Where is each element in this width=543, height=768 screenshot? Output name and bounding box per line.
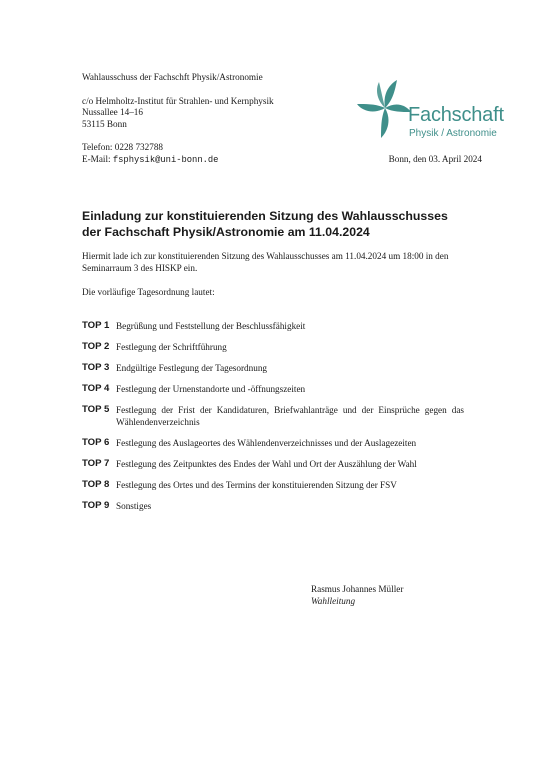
agenda-item-number: TOP 3: [82, 362, 110, 373]
agenda-item: [82, 437, 464, 449]
agenda-item-text: Sonstiges: [116, 501, 152, 511]
agenda-item-text: Festlegung des Auslageortes des Wählendenverzeichnisses und der Auslagezeiten: [116, 438, 417, 448]
agenda-item-text: Begrüßung und Feststellung der Beschlussfähigkeit: [116, 321, 306, 331]
pinwheel-logo-icon: [355, 78, 411, 142]
fachschaft-logo: [355, 74, 505, 144]
agenda-item-number: TOP 5: [82, 404, 110, 415]
title-line-1: Einladung zur konstituierenden Sitzung des Wahlausschusses: [82, 209, 448, 223]
agenda-item: [82, 458, 464, 470]
agenda-item: [82, 383, 464, 395]
agenda-item: [82, 362, 464, 374]
agenda-item-number: TOP 4: [82, 383, 110, 394]
sender-city: 53115 Bonn: [82, 118, 127, 129]
email-address: fsphysik@uni-bonn.de: [112, 154, 219, 165]
agenda-item-text: Endgültige Festlegung der Tagesordnung: [116, 363, 268, 373]
agenda-item-text: Festlegung der Urnenstandorte und -öffnungszeiten: [116, 384, 306, 394]
letter-date: Bonn, den 03. April 2024: [388, 154, 482, 164]
agenda-item-number: TOP 9: [82, 500, 110, 511]
agenda-item: [82, 404, 464, 428]
email-label: E-Mail:: [82, 153, 113, 164]
signatory-name: Rasmus Johannes Müller: [311, 584, 404, 594]
logo-subtitle: Physik / Astronomie: [409, 128, 497, 139]
sender-institute: c/o Helmholtz-Institut für Strahlen- und Kernphysik: [82, 95, 274, 106]
agenda-item: [82, 500, 464, 512]
agenda-item-text: Festlegung des Zeitpunktes des Endes der Wahl und Ort der Auszählung der Wahl: [116, 459, 417, 469]
agenda-item-number: TOP 6: [82, 437, 110, 448]
agenda-item-number: TOP 7: [82, 458, 110, 469]
agenda-item-text: Festlegung der Frist der Kandidaturen, Briefwahlanträge und der Einsprüche gegen das Wählendenverzeichnis: [116, 405, 464, 427]
sender-address: [82, 72, 274, 166]
agenda-list: [82, 320, 464, 521]
sender-email-line: [82, 154, 274, 167]
agenda-item: [82, 341, 464, 353]
agenda-item-text: Festlegung des Ortes und des Termins der konstituierenden Sitzung der FSV: [116, 480, 397, 490]
agenda-intro: Die vorläufige Tagesordnung lautet:: [82, 287, 215, 297]
signatory-role: Wahlleitung: [311, 596, 356, 606]
agenda-item-number: TOP 1: [82, 320, 110, 331]
sender-street: Nussallee 14–16: [82, 107, 143, 117]
sender-phone: Telefon: 0228 732788: [82, 142, 164, 152]
agenda-item-text: Festlegung der Schriftführung: [116, 342, 227, 352]
logo-wordmark: Fachschaft: [408, 104, 504, 126]
sender-organization: Wahlausschuss der Fachschft Physik/Astronomie: [82, 72, 263, 82]
intro-paragraph: Hiermit lade ich zur konstituierenden Sitzung des Wahlausschusses am 11.04.2024 um 18:00 in den Seminarraum 3 des HISKP ein.: [82, 251, 449, 273]
agenda-item-number: TOP 8: [82, 479, 110, 490]
agenda-item: [82, 320, 464, 332]
letter-title: [82, 208, 448, 240]
agenda-item-number: TOP 2: [82, 341, 110, 352]
agenda-item: [82, 479, 464, 491]
title-line-2: der Fachschaft Physik/Astronomie am 11.04.2024: [82, 225, 370, 239]
signature-block: [311, 583, 403, 607]
